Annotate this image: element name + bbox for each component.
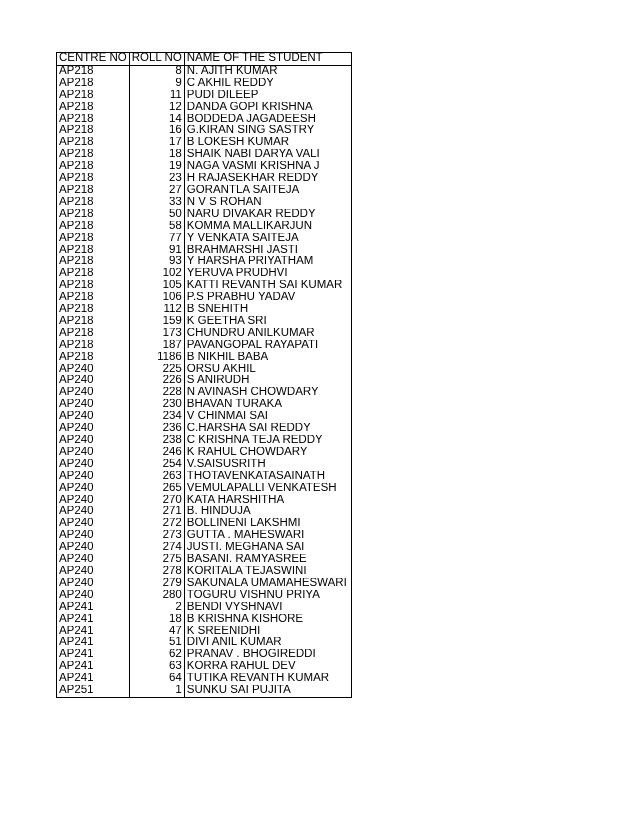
table-row [57,435,352,447]
cell-student-name: K GEETHA SRI [184,316,351,328]
cell-roll-no: 112 [129,304,184,316]
cell-roll-no: 2 [129,602,184,614]
cell-roll-no: 19 [129,161,184,173]
cell-roll-no: 93 [129,256,184,268]
table-row [57,554,352,566]
cell-student-name: PUDI DILEEP [184,90,351,102]
table-row [57,197,352,209]
cell-student-name: THOTAVENKATASAINATH [184,471,351,483]
table-row [57,590,352,602]
cell-student-name: P.S PRABHU YADAV [184,292,351,304]
cell-roll-no: 280 [129,590,184,602]
cell-roll-no: 1 [129,685,184,697]
cell-centre-no: AP240 [57,375,130,387]
cell-centre-no: AP218 [57,125,130,137]
cell-student-name: K RAHUL CHOWDARY [184,447,351,459]
table-row [57,626,352,638]
cell-student-name: NARU DIVAKAR REDDY [184,209,351,221]
cell-student-name: PRANAV . BHOGIREDDI [184,649,351,661]
cell-centre-no: AP251 [57,685,130,697]
cell-centre-no: AP218 [57,221,130,233]
cell-centre-no: AP240 [57,530,130,542]
table-row [57,399,352,411]
cell-student-name: N. AJITH KUMAR [184,65,351,77]
cell-student-name: JUSTI. MEGHANA SAI [184,542,351,554]
cell-student-name: PAVANGOPAL RAYAPATI [184,340,351,352]
cell-centre-no: AP240 [57,542,130,554]
cell-student-name: BOLLINENI LAKSHMI [184,518,351,530]
cell-centre-no: AP241 [57,673,130,685]
table-row [57,149,352,161]
cell-student-name: CHUNDRU ANILKUMAR [184,328,351,340]
cell-roll-no: 159 [129,316,184,328]
cell-roll-no: 50 [129,209,184,221]
cell-centre-no: AP240 [57,435,130,447]
cell-centre-no: AP218 [57,102,130,114]
cell-roll-no: 230 [129,399,184,411]
cell-centre-no: AP241 [57,602,130,614]
cell-roll-no: 17 [129,137,184,149]
cell-roll-no: 270 [129,495,184,507]
table-row [57,411,352,423]
table-row [57,685,352,697]
table-row [57,292,352,304]
cell-centre-no: AP218 [57,256,130,268]
cell-student-name: VEMULAPALLI VENKATESH [184,483,351,495]
table-row [57,209,352,221]
cell-student-name: DIVI ANIL KUMAR [184,637,351,649]
table-row [57,316,352,328]
cell-roll-no: 14 [129,114,184,126]
table-row [57,614,352,626]
cell-roll-no: 173 [129,328,184,340]
cell-roll-no: 64 [129,673,184,685]
cell-student-name: BODDEDA JAGADEESH [184,114,351,126]
cell-roll-no: 234 [129,411,184,423]
cell-student-name: B KRISHNA KISHORE [184,614,351,626]
cell-centre-no: AP218 [57,137,130,149]
cell-student-name: BRAHMARSHI JASTI [184,245,351,257]
table-row [57,268,352,280]
cell-roll-no: 187 [129,340,184,352]
cell-centre-no: AP218 [57,280,130,292]
table-row [57,364,352,376]
cell-centre-no: AP240 [57,506,130,518]
cell-student-name: B NIKHIL BABA [184,352,351,364]
cell-roll-no: 63 [129,661,184,673]
cell-centre-no: AP218 [57,352,130,364]
table-row [57,256,352,268]
cell-centre-no: AP240 [57,554,130,566]
cell-roll-no: 9 [129,78,184,90]
cell-roll-no: 273 [129,530,184,542]
cell-centre-no: AP218 [57,65,130,77]
cell-roll-no: 105 [129,280,184,292]
table-row [57,447,352,459]
cell-student-name: BASANI. RAMYASREE [184,554,351,566]
table-row [57,637,352,649]
cell-student-name: NAGA VASMI KRISHNA J [184,161,351,173]
table-row [57,459,352,471]
cell-roll-no: 51 [129,637,184,649]
cell-student-name: Y VENKATA SAITEJA [184,233,351,245]
cell-roll-no: 12 [129,102,184,114]
student-table-body [57,53,352,698]
cell-centre-no: AP218 [57,161,130,173]
table-row [57,506,352,518]
cell-student-name: YERUVA PRUDHVI [184,268,351,280]
cell-centre-no: AP218 [57,268,130,280]
cell-roll-no: 1186 [129,352,184,364]
cell-centre-no: AP240 [57,459,130,471]
cell-centre-no: AP218 [57,316,130,328]
table-row [57,161,352,173]
cell-centre-no: AP240 [57,483,130,495]
cell-centre-no: AP240 [57,495,130,507]
table-row [57,387,352,399]
table-row [57,102,352,114]
cell-student-name: KOMMA MALLIKARJUN [184,221,351,233]
cell-centre-no: AP240 [57,566,130,578]
table-row [57,661,352,673]
table-row [57,518,352,530]
cell-student-name: KORITALA TEJASWINI [184,566,351,578]
table-row [57,245,352,257]
cell-student-name: G.KIRAN SING SASTRY [184,125,351,137]
cell-roll-no: 8 [129,65,184,77]
table-row [57,137,352,149]
cell-roll-no: 91 [129,245,184,257]
table-row [57,280,352,292]
table-row [57,495,352,507]
table-row [57,173,352,185]
header-roll-no: ROLL NO [129,53,184,66]
cell-student-name: C.HARSHA SAI REDDY [184,423,351,435]
table-row [57,221,352,233]
cell-student-name: KORRA RAHUL DEV [184,661,351,673]
cell-centre-no: AP218 [57,233,130,245]
cell-roll-no: 16 [129,125,184,137]
cell-roll-no: 279 [129,578,184,590]
cell-roll-no: 246 [129,447,184,459]
cell-student-name: BHAVAN TURAKA [184,399,351,411]
cell-roll-no: 265 [129,483,184,495]
cell-roll-no: 62 [129,649,184,661]
header-centre-no: CENTRE NO [57,53,130,66]
cell-roll-no: 254 [129,459,184,471]
cell-student-name: SUNKU SAI PUJITA [184,685,351,697]
cell-roll-no: 23 [129,173,184,185]
table-row [57,471,352,483]
cell-student-name: C KRISHNA TEJA REDDY [184,435,351,447]
cell-student-name: ORSU AKHIL [184,364,351,376]
cell-centre-no: AP241 [57,661,130,673]
cell-centre-no: AP218 [57,328,130,340]
cell-student-name: BENDI VYSHNAVI [184,602,351,614]
cell-student-name: TUTIKA REVANTH KUMAR [184,673,351,685]
cell-roll-no: 18 [129,149,184,161]
table-row [57,125,352,137]
cell-roll-no: 226 [129,375,184,387]
table-row [57,602,352,614]
cell-student-name: GUTTA . MAHESWARI [184,530,351,542]
cell-centre-no: AP240 [57,518,130,530]
cell-centre-no: AP218 [57,149,130,161]
cell-student-name: SHAIK NABI DARYA VALI [184,149,351,161]
cell-roll-no: 33 [129,197,184,209]
cell-centre-no: AP218 [57,78,130,90]
cell-student-name: SAKUNALA UMAMAHESWARI [184,578,351,590]
table-row [57,423,352,435]
table-row [57,530,352,542]
cell-centre-no: AP241 [57,614,130,626]
cell-centre-no: AP218 [57,304,130,316]
cell-roll-no: 11 [129,90,184,102]
cell-student-name: S ANIRUDH [184,375,351,387]
cell-student-name: GORANTLA SAITEJA [184,185,351,197]
cell-student-name: V.SAISUSRITH [184,459,351,471]
table-row [57,673,352,685]
table-row [57,375,352,387]
cell-roll-no: 238 [129,435,184,447]
cell-roll-no: 274 [129,542,184,554]
cell-student-name: V CHINMAI SAI [184,411,351,423]
table-row [57,114,352,126]
cell-roll-no: 271 [129,506,184,518]
cell-centre-no: AP240 [57,411,130,423]
cell-centre-no: AP218 [57,292,130,304]
table-row [57,185,352,197]
cell-centre-no: AP218 [57,185,130,197]
cell-centre-no: AP218 [57,173,130,185]
table-row [57,65,352,77]
table-row [57,352,352,364]
cell-centre-no: AP218 [57,209,130,221]
table-header-row [57,53,352,66]
cell-centre-no: AP240 [57,399,130,411]
cell-student-name: Y HARSHA PRIYATHAM [184,256,351,268]
cell-roll-no: 228 [129,387,184,399]
cell-centre-no: AP240 [57,447,130,459]
cell-student-name: N V S ROHAN [184,197,351,209]
cell-centre-no: AP218 [57,90,130,102]
cell-student-name: C AKHIL REDDY [184,78,351,90]
table-row [57,304,352,316]
cell-student-name: N AVINASH CHOWDARY [184,387,351,399]
cell-student-name: KATA HARSHITHA [184,495,351,507]
table-row [57,328,352,340]
cell-student-name: B LOKESH KUMAR [184,137,351,149]
table-row [57,566,352,578]
cell-centre-no: AP240 [57,364,130,376]
cell-roll-no: 77 [129,233,184,245]
table-row [57,340,352,352]
cell-student-name: K SREENIDHI [184,626,351,638]
cell-roll-no: 102 [129,268,184,280]
cell-centre-no: AP240 [57,387,130,399]
table-row [57,483,352,495]
cell-roll-no: 236 [129,423,184,435]
cell-roll-no: 106 [129,292,184,304]
cell-centre-no: AP240 [57,423,130,435]
table-row [57,233,352,245]
table-row [57,90,352,102]
table-row [57,78,352,90]
cell-student-name: TOGURU VISHNU PRIYA [184,590,351,602]
cell-roll-no: 225 [129,364,184,376]
cell-centre-no: AP218 [57,245,130,257]
cell-centre-no: AP218 [57,340,130,352]
cell-roll-no: 27 [129,185,184,197]
cell-roll-no: 58 [129,221,184,233]
cell-roll-no: 47 [129,626,184,638]
cell-centre-no: AP218 [57,114,130,126]
cell-student-name: KATTI REVANTH SAI KUMAR [184,280,351,292]
cell-roll-no: 275 [129,554,184,566]
cell-student-name: B SNEHITH [184,304,351,316]
cell-roll-no: 18 [129,614,184,626]
cell-centre-no: AP241 [57,626,130,638]
cell-student-name: B. HINDUJA [184,506,351,518]
cell-roll-no: 263 [129,471,184,483]
cell-roll-no: 272 [129,518,184,530]
cell-roll-no: 278 [129,566,184,578]
cell-centre-no: AP241 [57,637,130,649]
cell-centre-no: AP240 [57,578,130,590]
table-row [57,542,352,554]
student-table [56,52,352,698]
cell-student-name: DANDA GOPI KRISHNA [184,102,351,114]
cell-student-name: H RAJASEKHAR REDDY [184,173,351,185]
cell-centre-no: AP218 [57,197,130,209]
header-student-name: NAME OF THE STUDENT [184,53,351,66]
cell-centre-no: AP241 [57,649,130,661]
table-row [57,578,352,590]
cell-centre-no: AP240 [57,471,130,483]
table-row [57,649,352,661]
cell-centre-no: AP240 [57,590,130,602]
